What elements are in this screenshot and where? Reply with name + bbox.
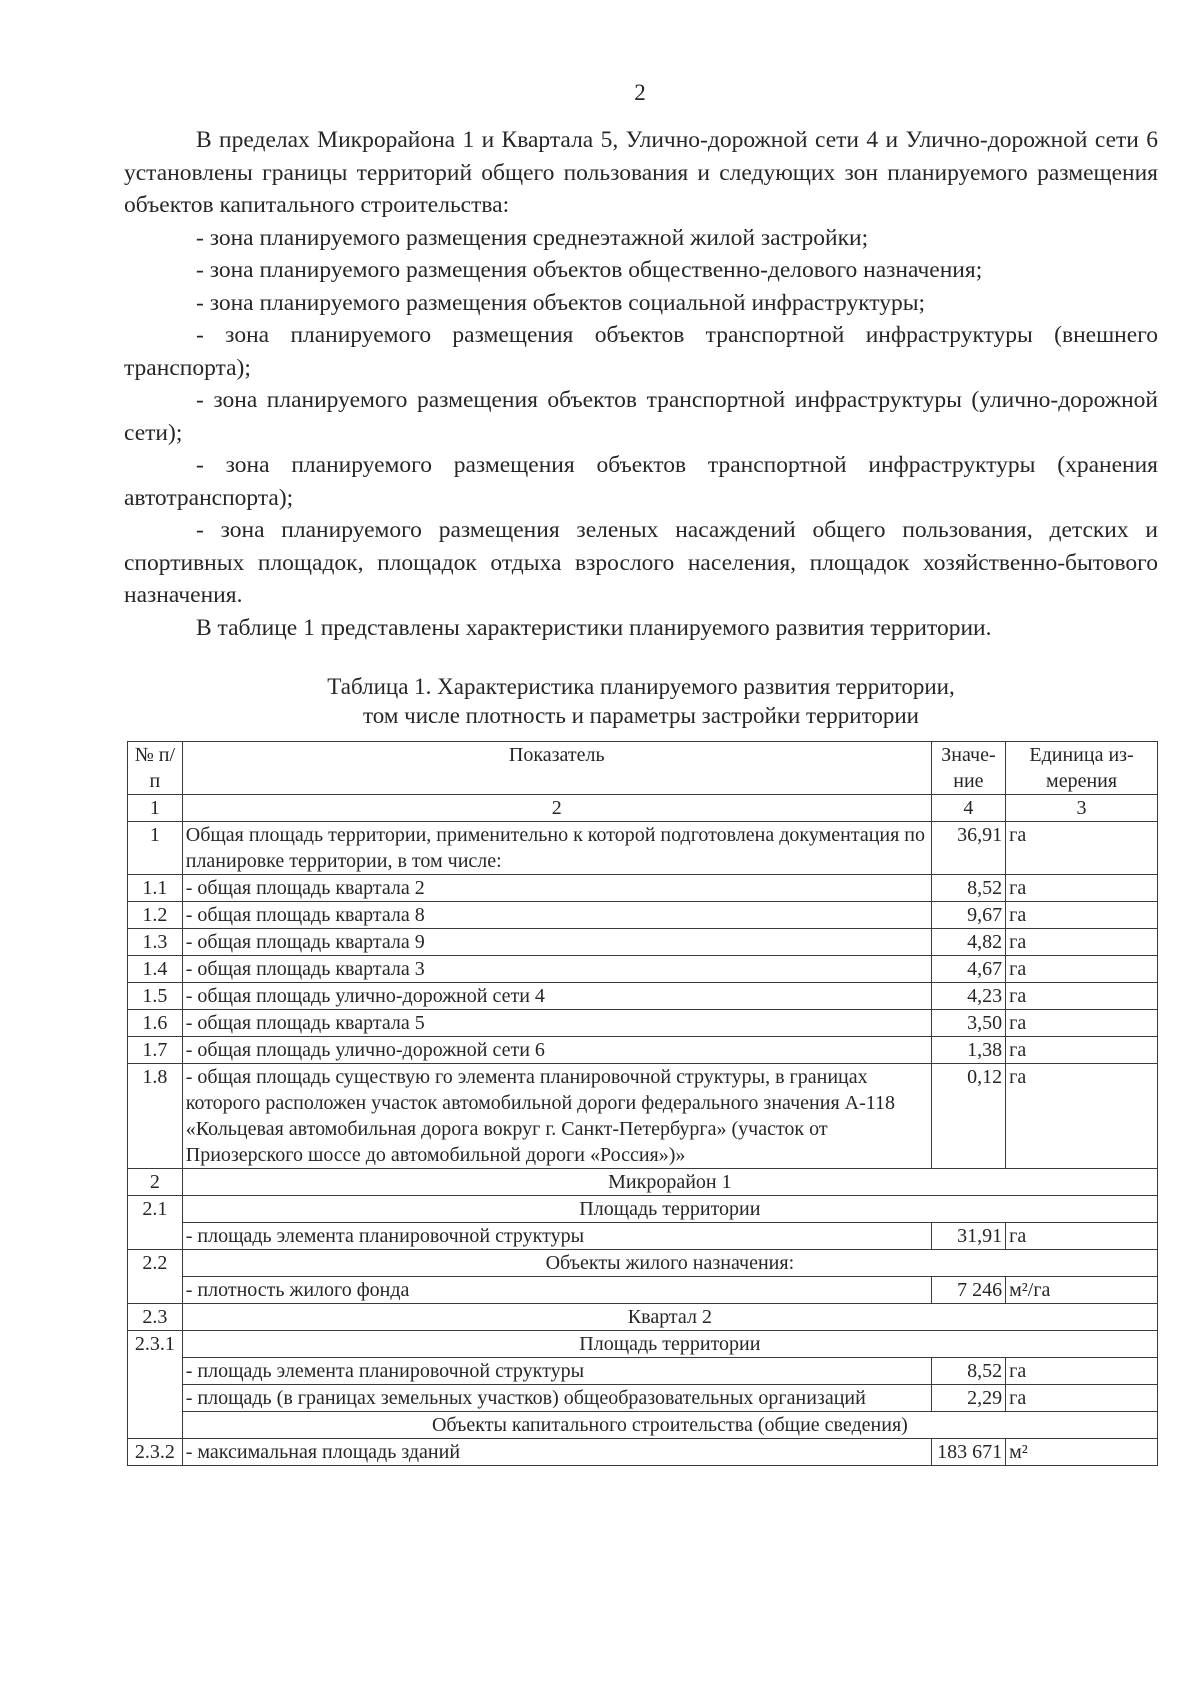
table-row bbox=[128, 1277, 1158, 1304]
row-text: - общая площадь квартала 8 bbox=[182, 902, 931, 929]
row-text: - максимальная площадь зданий bbox=[182, 1439, 931, 1466]
row-value: 31,91 bbox=[931, 1223, 1005, 1250]
section-title: Микрорайон 1 bbox=[182, 1169, 1157, 1196]
table-row bbox=[128, 1037, 1158, 1064]
row-value: 1,38 bbox=[931, 1037, 1005, 1064]
table-row bbox=[128, 956, 1158, 983]
zone-item: - зона планируемого размещения объектов транспортной инфраструктуры (внешнего транспорта); bbox=[124, 322, 1158, 381]
row-num: 1.2 bbox=[128, 902, 183, 929]
colnum-1: 1 bbox=[128, 795, 183, 822]
table-row bbox=[128, 983, 1158, 1010]
row-num: 1.7 bbox=[128, 1037, 183, 1064]
table-caption-line1: Таблица 1. Характеристика планируемого развития территории, bbox=[327, 674, 955, 699]
row-text: - общая площадь квартала 3 bbox=[182, 956, 931, 983]
zone-item: - зона планируемого размещения объектов транспортной инфраструктуры (улично-дорожной сети); bbox=[124, 387, 1158, 446]
page-number: 2 bbox=[634, 80, 646, 105]
row-num: 1 bbox=[128, 822, 183, 875]
row-value: 8,52 bbox=[931, 1358, 1005, 1385]
row-unit: га bbox=[1006, 1037, 1158, 1064]
table-row bbox=[128, 875, 1158, 902]
row-value: 4,82 bbox=[931, 929, 1005, 956]
row-unit: га bbox=[1006, 956, 1158, 983]
table-row bbox=[128, 902, 1158, 929]
row-unit: га bbox=[1006, 902, 1158, 929]
row-value: 2,29 bbox=[931, 1385, 1005, 1412]
section-row-residential bbox=[128, 1250, 1158, 1277]
table-caption bbox=[124, 672, 1158, 730]
row-text: - общая площадь квартала 5 bbox=[182, 1010, 931, 1037]
section-title: Объекты капитального строительства (общие сведения) bbox=[182, 1412, 1157, 1439]
section-title: Площадь территории bbox=[182, 1196, 1157, 1223]
row-num: 1.1 bbox=[128, 875, 183, 902]
row-unit: га bbox=[1006, 1358, 1158, 1385]
row-unit: м²/га bbox=[1006, 1277, 1158, 1304]
zone-item: - зона планируемого размещения зеленых насаждений общего пользования, детских и спортивных площадок, площадок отдыха взрослого населения, площадок хозяйственно-бытового назначения. bbox=[124, 517, 1158, 608]
row-text: - общая площадь квартала 2 bbox=[182, 875, 931, 902]
row-unit: м² bbox=[1006, 1439, 1158, 1466]
row-unit: га bbox=[1006, 822, 1158, 875]
row-text: - площадь (в границах земельных участков) общеобразовательных организаций bbox=[182, 1385, 931, 1412]
zone-item: - зона планируемого размещения объектов общественно-делового назначения; bbox=[196, 257, 983, 283]
row-value: 3,50 bbox=[931, 1010, 1005, 1037]
section-row-capital bbox=[128, 1412, 1158, 1439]
colnum-3: 3 bbox=[1006, 795, 1158, 822]
row-num: 1.8 bbox=[128, 1064, 183, 1169]
table-row bbox=[128, 1064, 1158, 1169]
row-text: - площадь элемента планировочной структуры bbox=[182, 1358, 931, 1385]
table-row bbox=[128, 1010, 1158, 1037]
row-text: - общая площадь существую го элемента планировочной структуры, в границах которого расположен участок автомобильной дороги федерального значения А-118 «Кольцевая автомобильная дорога вокруг г. Санкт-Петербурга» (участок от Приозерского шоссе до автомобильной дороги «Россия»)» bbox=[182, 1064, 931, 1169]
row-num: 1.5 bbox=[128, 983, 183, 1010]
row-num: 1.6 bbox=[128, 1010, 183, 1037]
row-value: 4,67 bbox=[931, 956, 1005, 983]
row-unit: га bbox=[1006, 1064, 1158, 1169]
row-value: 36,91 bbox=[931, 822, 1005, 875]
row-text: - общая площадь улично-дорожной сети 6 bbox=[182, 1037, 931, 1064]
row-unit: га bbox=[1006, 1010, 1158, 1037]
row-value: 7 246 bbox=[931, 1277, 1005, 1304]
section-num: 2.3.1 bbox=[128, 1331, 183, 1439]
table-row bbox=[128, 1439, 1158, 1466]
section-num: 2.3 bbox=[128, 1304, 183, 1331]
row-value: 4,23 bbox=[931, 983, 1005, 1010]
section-row-territory bbox=[128, 1331, 1158, 1358]
section-row-microdistrict bbox=[128, 1169, 1158, 1196]
table-row bbox=[128, 929, 1158, 956]
colnum-2: 2 bbox=[182, 795, 931, 822]
zone-item: - зона планируемого размещения объектов социальной инфраструктуры; bbox=[196, 289, 926, 316]
header-unit: Единица из-мерения bbox=[1006, 742, 1158, 795]
row-text: Общая площадь территории, применительно к которой подготовлена документация по планировке территории, в том числе: bbox=[182, 822, 931, 875]
section-row-quarter bbox=[128, 1304, 1158, 1331]
characteristics-table bbox=[127, 741, 1158, 1466]
section-title: Объекты жилого назначения: bbox=[182, 1250, 1157, 1277]
section-title: Площадь территории bbox=[182, 1331, 1157, 1358]
row-unit: га bbox=[1006, 929, 1158, 956]
row-text: - плотность жилого фонда bbox=[182, 1277, 931, 1304]
row-value: 9,67 bbox=[931, 902, 1005, 929]
section-num: 2.2 bbox=[128, 1250, 183, 1304]
section-num: 2.1 bbox=[128, 1196, 183, 1250]
row-text: - площадь элемента планировочной структуры bbox=[182, 1223, 931, 1250]
row-num: 1.3 bbox=[128, 929, 183, 956]
table-row bbox=[128, 1358, 1158, 1385]
row-num: 1.4 bbox=[128, 956, 183, 983]
intro-paragraph: В пределах Микрорайона 1 и Квартала 5, Улично-дорожной сети 4 и Улично-дорожной сети 6 установлены границы территорий общего пользования и следующих зон планируемого размещения объектов капитального строительства: bbox=[124, 127, 1158, 218]
section-title: Квартал 2 bbox=[182, 1304, 1157, 1331]
table-row bbox=[128, 1223, 1158, 1250]
table-header-row bbox=[128, 742, 1158, 795]
body-text bbox=[124, 124, 1158, 644]
column-number-row bbox=[128, 795, 1158, 822]
row-value: 0,12 bbox=[931, 1064, 1005, 1169]
row-unit: га bbox=[1006, 983, 1158, 1010]
header-num: № п/п bbox=[128, 742, 183, 795]
zone-item: - зона планируемого размещения среднеэтажной жилой застройки; bbox=[196, 224, 869, 251]
section-num: 2 bbox=[128, 1169, 183, 1196]
header-indicator: Показатель bbox=[182, 742, 931, 795]
section-row-territory bbox=[128, 1196, 1158, 1223]
row-text: - общая площадь улично-дорожной сети 4 bbox=[182, 983, 931, 1010]
table-caption-line2: том числе плотность и параметры застройки территории bbox=[363, 703, 919, 728]
zone-item: - зона планируемого размещения объектов транспортной инфраструктуры (хранения автотранспорта); bbox=[124, 452, 1158, 511]
row-unit: га bbox=[1006, 1223, 1158, 1250]
table-row bbox=[128, 822, 1158, 875]
row-num: 2.3.2 bbox=[128, 1439, 183, 1466]
row-text: - общая площадь квартала 9 bbox=[182, 929, 931, 956]
table-row bbox=[128, 1385, 1158, 1412]
row-unit: га bbox=[1006, 875, 1158, 902]
header-value: Значе-ние bbox=[931, 742, 1005, 795]
table-reference-paragraph: В таблице 1 представлены характеристики планируемого развития территории. bbox=[196, 614, 992, 641]
row-unit: га bbox=[1006, 1385, 1158, 1412]
colnum-4: 4 bbox=[931, 795, 1005, 822]
row-value: 183 671 bbox=[931, 1439, 1005, 1466]
row-value: 8,52 bbox=[931, 875, 1005, 902]
